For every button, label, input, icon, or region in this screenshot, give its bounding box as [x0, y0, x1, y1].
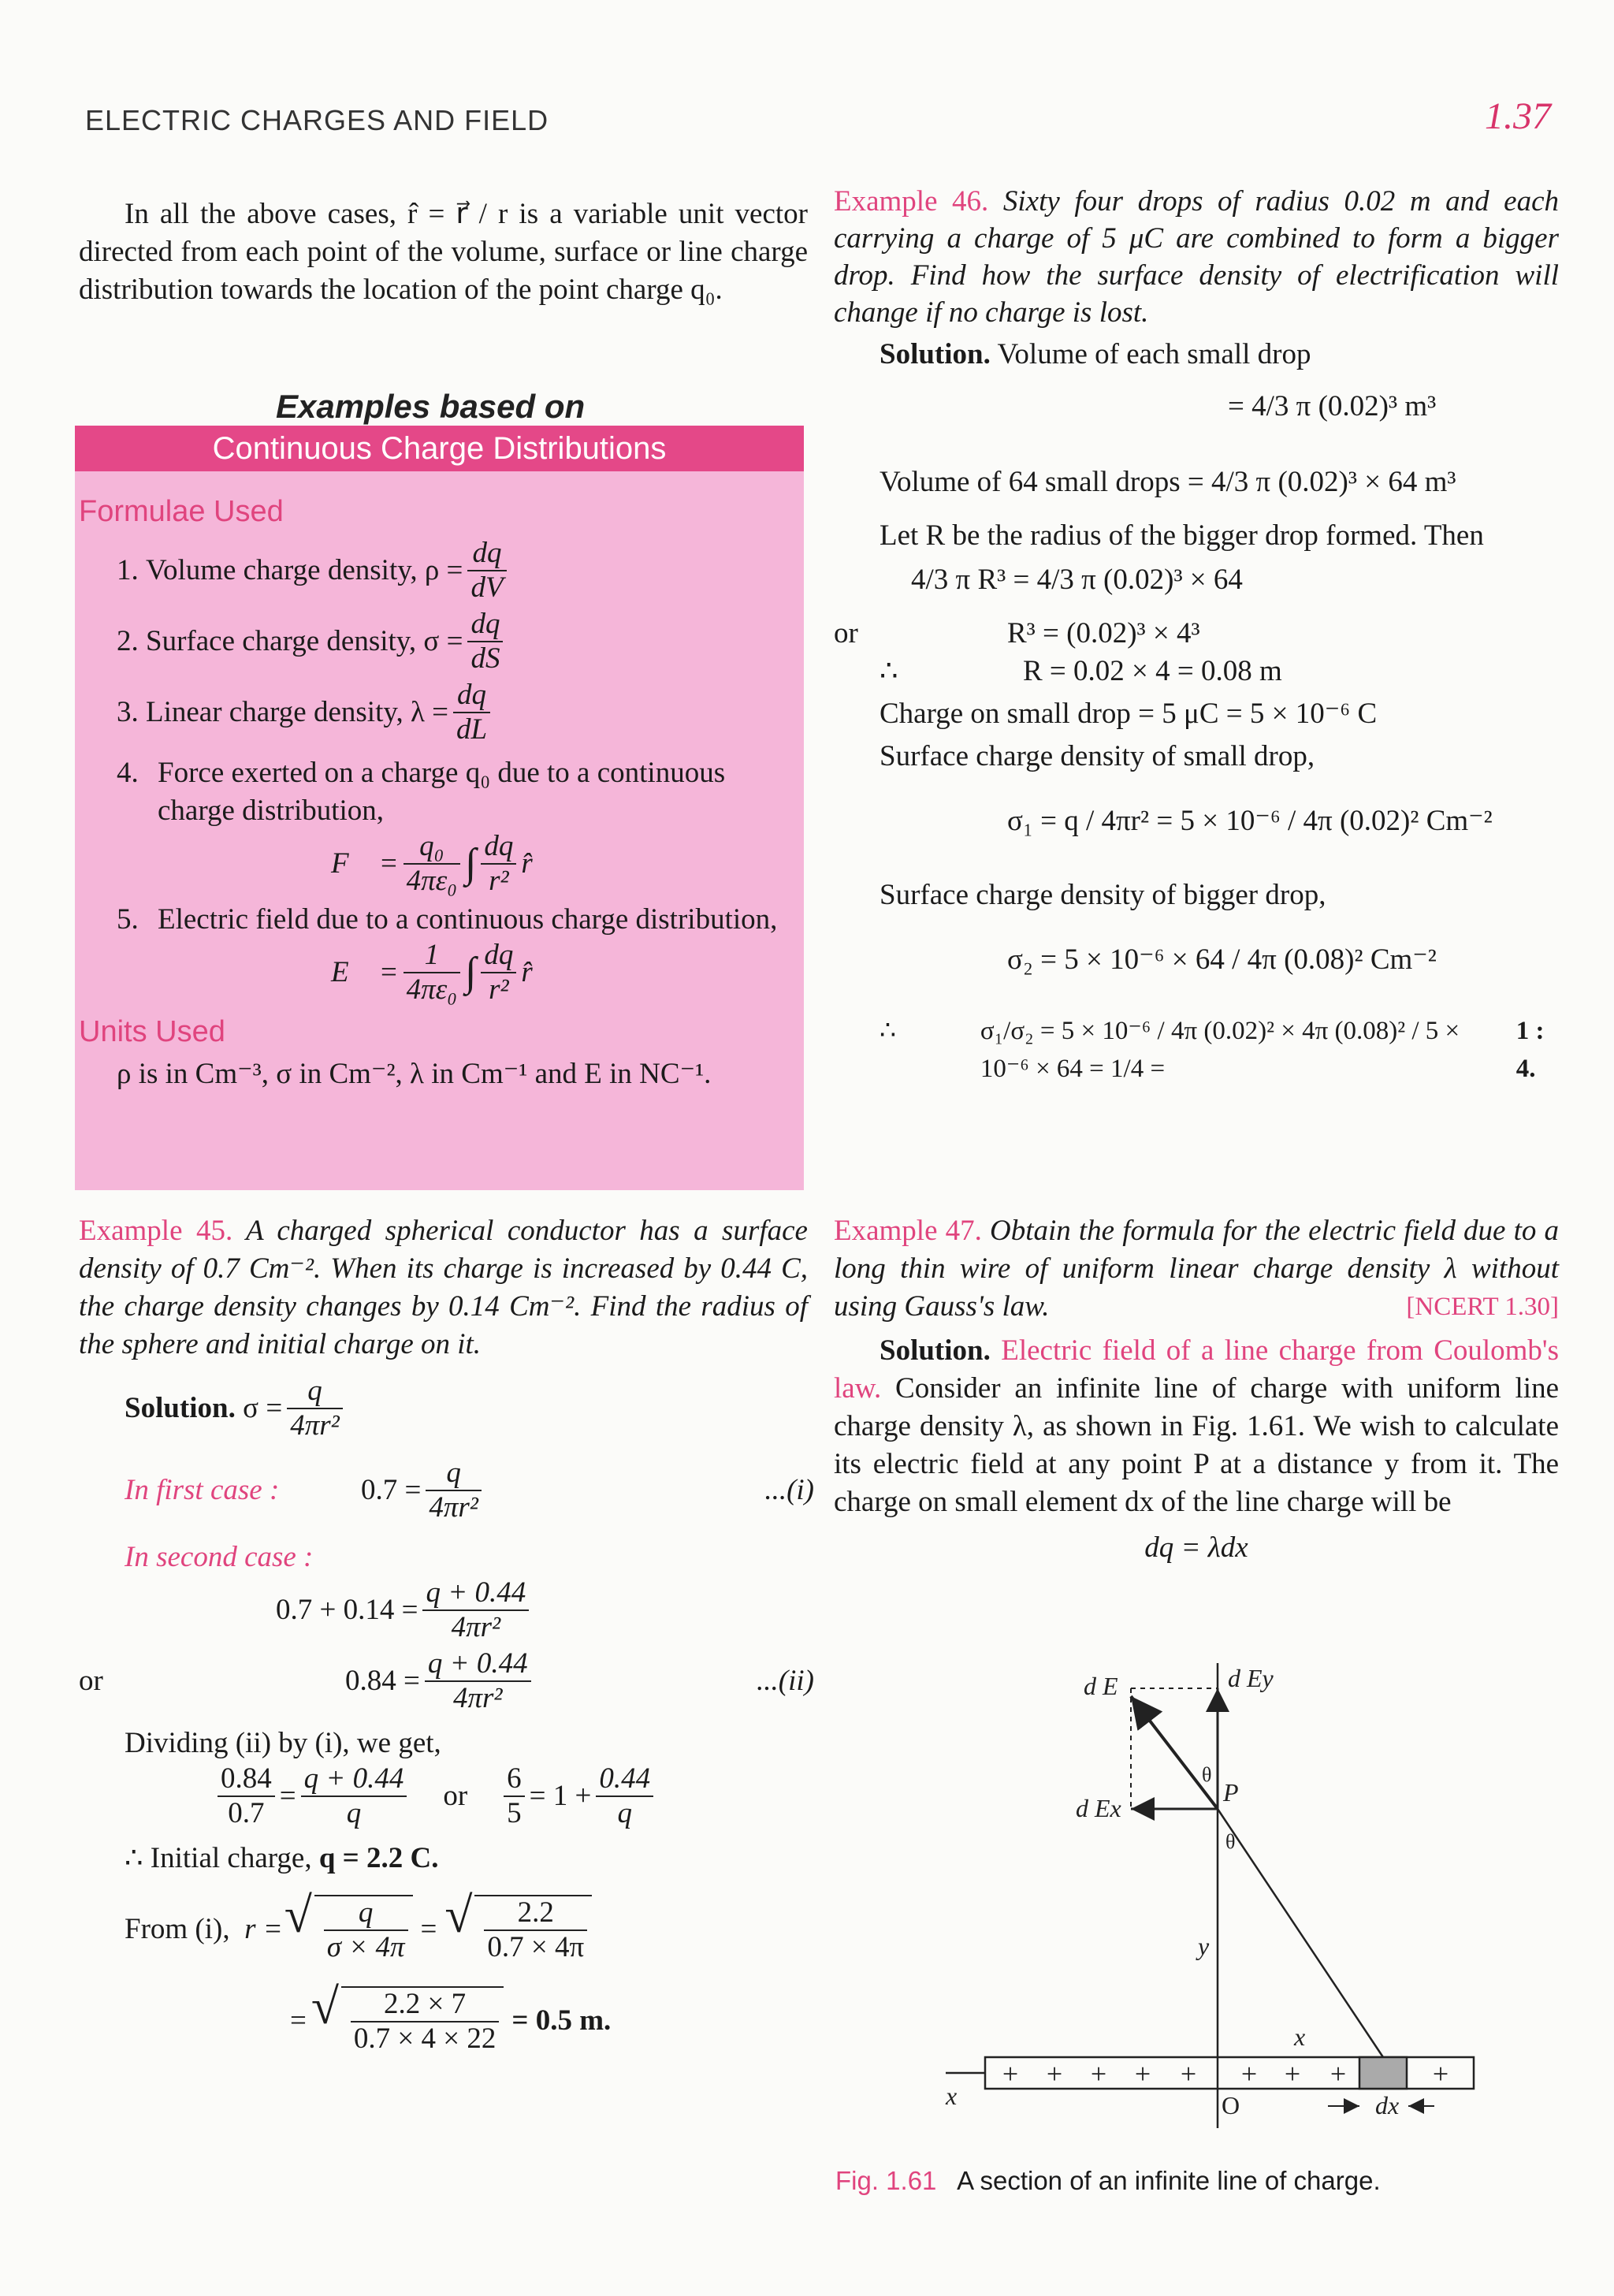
example-46-text: Sixty four drops of radius 0.02 m and each carrying a charge of 5 μC are combined to form a bigger drop. Find how the surface density of electrification will change if no charge is lost.	[834, 185, 1559, 329]
plus-sign: +	[1134, 2058, 1151, 2089]
ex45-radius-result: = √ $\frac{2.2 \times 7}{0.7 \times 4 \times 22}$ = 0.5 m.	[290, 1986, 808, 2056]
example-45-text: A charged spherical conductor has a surface density of 0.7 Cm⁻². When its charge is increased by 0.44 C, the charge density changes by 0.14 Cm⁻². Find the radius of the sphere and initial charge on it.	[79, 1215, 808, 1360]
label-origin: O	[1222, 2091, 1240, 2119]
units-text: ρ is in Cm⁻³, σ in Cm⁻², λ in Cm⁻¹ and E in NC⁻¹.	[117, 1058, 712, 1090]
ex45-second-eq: 0.7 + 0.14 = $\frac{q + 0.44}{\text{4πr²}}$	[276, 1576, 808, 1644]
intro-paragraph: In all the above cases, r̂ = r⃗ / r is a variable unit vector directed from each point of the volume, surface or line charge distribution towards the location of the point charge q₀.	[79, 198, 808, 306]
plus-sign: +	[1046, 2058, 1063, 2089]
ex47-solution: Solution. Electric field of a line charge from Coulomb's law. Consider an infinite line of charge with uniform line charge density λ, as shown in Fig. 1.61. We wish to calculate its electric field at any point P at a distance y from it. The charge on small element dx of the line charge will be	[834, 1334, 1560, 1518]
label-y: y	[1198, 1932, 1210, 1960]
ex46-sigma2-eq: σ₂ = 5 × 10⁻⁶ × 64 / 4π (0.08)² Cm⁻²	[1007, 943, 1437, 976]
ex45-second-case: In second case :	[125, 1541, 314, 1573]
example-46	[834, 183, 1559, 1088]
ex45-sigma-eq: Solution. σ = $\frac{q}{\text{4πr²}}$	[125, 1375, 808, 1442]
example-45-label: Example 45.	[79, 1215, 233, 1247]
ex46-solution: Solution. Volume of each small drop	[880, 338, 1311, 370]
formula-1: 1. Volume charge density, ρ = $\frac{dq}{dV}$	[117, 537, 796, 605]
ex46-charge: Charge on small drop = 5 μC = 5 × 10⁻⁶ C	[880, 698, 1378, 730]
label-x: x	[1294, 2022, 1306, 2051]
plus-sign: +	[1240, 2058, 1258, 2089]
plus-sign: +	[1090, 2058, 1107, 2089]
charge-element-dx	[1359, 2057, 1407, 2089]
figure-caption: Fig. 1.61 A section of an infinite line of charge.	[835, 2166, 1381, 2195]
formula-list	[79, 493, 796, 1093]
units-heading: Units Used	[79, 1015, 225, 1048]
ex46-volume-small: = 4/3 π (0.02)³ m³	[1228, 390, 1437, 422]
figure-1-61	[930, 1632, 1482, 2136]
ex45-second-eq2: or 0.84 = $\frac{q + 0.44}{\text{4πr²}}$ ...(ii)	[79, 1647, 814, 1714]
label-dEx: d Ex	[1076, 1794, 1121, 1822]
dE-vector	[1131, 1696, 1218, 1809]
example-47	[834, 1212, 1559, 1567]
example-47-text: Obtain the formula for the electric field due to a long thin wire of uniform linear charge density λ without using Gauss's law.	[834, 1215, 1559, 1323]
ex46-let-r: Let R be the radius of the bigger drop formed. Then	[880, 519, 1484, 552]
label-P: P	[1223, 1778, 1239, 1807]
ex47-dq-eq: dq = λdx	[1144, 1531, 1248, 1564]
formula-4: 4. Force exerted on a charge q₀ due to a continuous charge distribution,	[117, 757, 726, 827]
ex45-first-case: In first case : 0.7 = $\frac{q}{\text{4πr²}}$ ...(i)	[125, 1457, 814, 1524]
label-theta-bottom: θ	[1225, 1830, 1236, 1853]
formula-box-banner: Continuous Charge Distributions	[75, 426, 804, 471]
ex46-volume-64: Volume of 64 small drops = 4/3 π (0.02)³ × 64 m³	[880, 466, 1456, 498]
ex45-radius-eq: From (i), r = √ $\frac{q}{\sigma \times 4\pi}$ = √ $\frac{2.2}{0.7 \times 4\pi}$	[125, 1895, 808, 1964]
running-header: ELECTRIC CHARGES AND FIELD	[85, 104, 549, 136]
formula-5: 5. Electric field due to a continuous charge distribution,	[117, 903, 778, 936]
ex46-sigma1-text: Surface charge density of small drop,	[880, 740, 1315, 772]
page-number: 1.37	[1485, 95, 1551, 137]
label-dx: dx	[1375, 2091, 1400, 2119]
plus-sign: +	[1432, 2058, 1449, 2089]
ex45-initial-charge: ∴ Initial charge, q = 2.2 C.	[125, 1842, 439, 1874]
ex46-eq-r: 4/3 π R³ = 4/3 π (0.02)³ × 64	[911, 564, 1243, 596]
ex46-eq-r2: or R³ = (0.02)³ × 4³	[834, 617, 1200, 649]
ex46-sigma1-eq: σ₁ = q / 4πr² = 5 × 10⁻⁶ / 4π (0.02)² Cm⁻²	[1007, 805, 1493, 837]
example-46-label: Example 46.	[834, 185, 989, 218]
example-47-label: Example 47.	[834, 1215, 982, 1247]
formula-3: 3. Linear charge density, λ = $\frac{dq}{dL}$	[117, 679, 796, 746]
formula-2: 2. Surface charge density, σ = $\frac{dq}{dS}$	[117, 608, 796, 675]
label-x-axis: x	[946, 2082, 958, 2110]
formula-5-eq: E⃗ = $\frac{1}{\text{4πε₀}}$ ∫ $\frac{dq}{\text{r²}}$ r̂	[331, 939, 533, 1006]
plus-sign: +	[1002, 2058, 1019, 2089]
plus-sign: +	[1284, 2058, 1301, 2089]
formulae-heading: Formulae Used	[79, 495, 284, 528]
ncert-reference: [NCERT 1.30]	[1406, 1293, 1559, 1321]
label-dE: d E	[1084, 1672, 1118, 1700]
label-theta-top: θ	[1202, 1763, 1212, 1786]
plus-sign: +	[1330, 2058, 1347, 2089]
ex45-divide-eq: $\frac{0.84}{0.7}$ = $\frac{q + 0.44}{q}$ or $\frac{6}{5}$ = 1 + $\frac{0.44}{q}$	[213, 1762, 808, 1830]
plus-sign: +	[1180, 2058, 1197, 2089]
label-dEy: d Ey	[1228, 1664, 1274, 1692]
examples-title: Examples based on	[276, 388, 586, 425]
ex45-divide: Dividing (ii) by (i), we get,	[125, 1727, 441, 1759]
ex46-eq-r3: ∴ R = 0.02 × 4 = 0.08 m	[880, 655, 1282, 687]
distance-line	[1218, 1809, 1383, 2057]
ex46-ratio: ∴ σ₁/σ₂ = 5 × 10⁻⁶ / 4π (0.02)² × 4π (0.08)² / 5 × 10⁻⁶ × 64 = 1/4 = 1 : 4.	[880, 1017, 1545, 1083]
example-45	[79, 1212, 814, 2056]
formula-4-eq: F⃗ = $\frac{\text{q₀}}{\text{4πε₀}}$ ∫ $\frac{dq}{\text{r²}}$ r̂	[331, 830, 533, 897]
ex46-sigma2-text: Surface charge density of bigger drop,	[880, 879, 1326, 911]
